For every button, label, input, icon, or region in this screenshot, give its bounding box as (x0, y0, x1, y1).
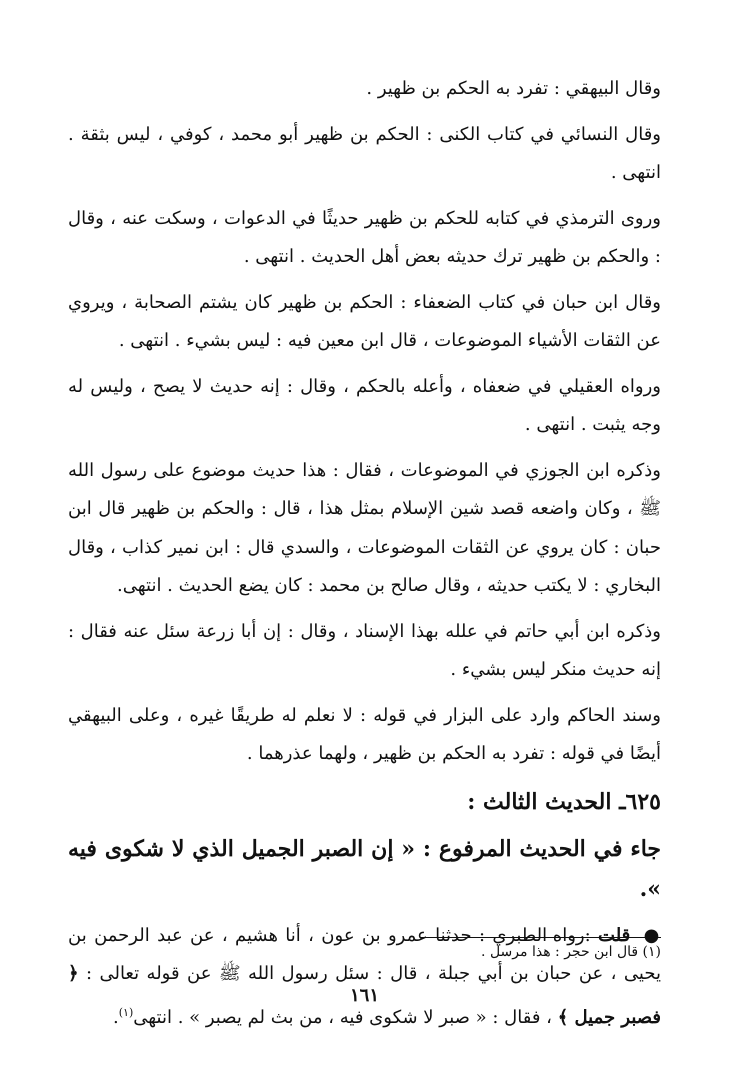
paragraph-tirmidhi: وروى الترمذي في كتابه للحكم بن ظهير حديثًا في الدعوات ، وسكت عنه ، وقال : والحكم بن ظهير ترك حديثه بعض أهل الحديث . انتهى . (68, 207, 661, 267)
footnote-divider (421, 937, 661, 938)
paragraph-ibn-jawzi: وذكره ابن الجوزي في الموضوعات ، فقال : هذا حديث موضوع على رسول الله ﷺ ، وكان واضعه قصد شين الإسلام بمثل هذا ، قال : والحكم بن ظهير قال ابن حبان : كان يروي عن الثقات الموضوعات ، والسدي قال : ابن نمير كذاب ، وقال البخاري : لا يكتب حديثه ، وقال صالح بن محمد : كان يضع الحديث . انتهى. (68, 459, 661, 596)
paragraph-uqayli: ورواه العقيلي في ضعفاه ، وأعله بالحكم ، وقال : إنه حديث لا يصح ، وليس له وجه يثبت . انتهى . (68, 375, 661, 435)
paragraph-tabari (68, 917, 661, 1038)
paragraph-bayhaqi: وقال البيهقي : تفرد به الحكم بن ظهير . (366, 78, 661, 99)
paragraph-hakim: وسند الحاكم وارد على البزار في قوله : لا نعلم له طريقًا غيره ، وعلى البيهقي أيضًا في قوله : تفرد به الحكم بن ظهير ، ولهما عذرهما . (68, 704, 661, 764)
ayah-text: ﴿ فصبر جميل ﴾ (68, 963, 661, 1028)
paragraph-ibn-hibban: وقال ابن حبان في كتاب الضعفاء : الحكم بن ظهير كان يشتم الصحابة ، ويروي عن الثقات الأشياء الموضوعات ، قال ابن معين فيه : ليس بشيء . انتهى . (68, 291, 661, 351)
tabari-text: :رواه الطبري : حدثنا عمرو بن عون ، أنا هشيم ، عن عبد الرحمن بن يحيى ، عن حبان بن أبي جبلة ، قال : سئل رسول الله ﷺ عن قوله تعالى : (68, 924, 661, 984)
main-text (68, 70, 661, 1044)
paragraph-nasai: وقال النسائي في كتاب الكنى : الحكم بن ظهير أبو محمد ، كوفي ، ليس بثقة . انتهى . (68, 123, 661, 183)
paragraph-ibn-abi-hatim: وذكره ابن أبي حاتم في علله بهذا الإسناد ، وقال : إن أبا زرعة سئل عنه فقال : إنه حديث منكر ليس بشيء . (68, 620, 661, 680)
tabari-text-after: ، فقال : « صبر لا شكوى فيه ، من بث لم يصبر » . انتهى (133, 1006, 552, 1028)
sentence-end: . (112, 1006, 119, 1028)
bullet-icon: ● (643, 924, 661, 946)
hadith-quote: جاء في الحديث المرفوع : « إن الصبر الجميل الذي لا شكوى فيه ». (68, 835, 661, 902)
footnote-reference: (١) (118, 1005, 134, 1019)
hadith-heading: ٦٢٥ـ الحديث الثالث : (467, 788, 661, 815)
page-number: ١٦١ (349, 985, 379, 1006)
footnote: (١) قال ابن حجر : هذا مرسل . (481, 944, 661, 960)
qultu-label: قلت (598, 924, 631, 946)
